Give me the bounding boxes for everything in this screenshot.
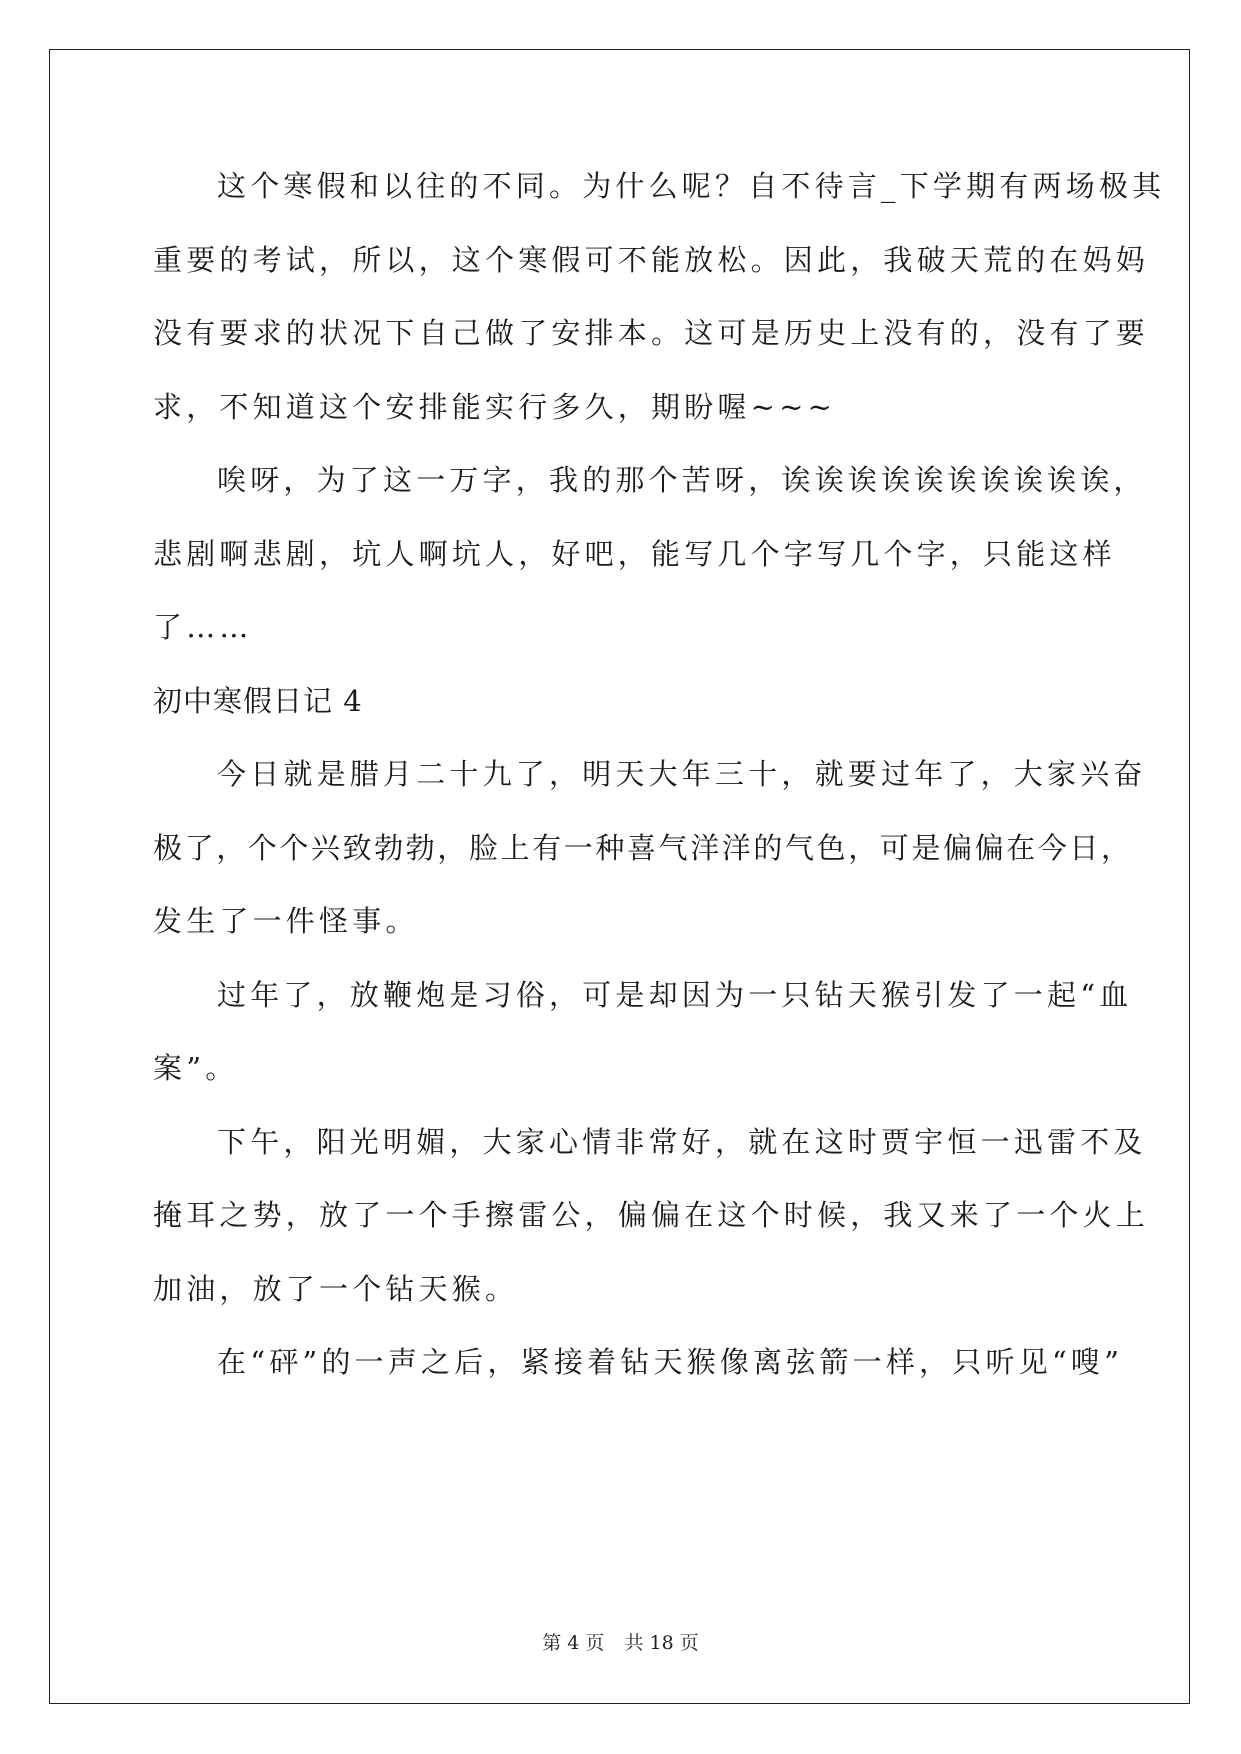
text-line: 了…… xyxy=(153,610,253,644)
text-line: 过年了，放鞭炮是习俗，可是却因为一只钻天猴引发了一起“血 xyxy=(217,977,1133,1012)
text-line: 案”。 xyxy=(153,1051,239,1085)
page-footer xyxy=(0,1628,1241,1655)
text-line: 加油，放了一个钻天猴。 xyxy=(153,1271,519,1306)
text-line: 重要的考试，所以，这个寒假可不能放松。因此，我破天荒的在妈妈 xyxy=(153,242,1150,277)
text-line: 极了，个个兴致勃勃，脸上有一种喜气洋洋的气色，可是偏偏在今日， xyxy=(153,830,1133,865)
text-line: 今日就是腊月二十九了，明天大年三十，就要过年了，大家兴奋 xyxy=(217,757,1147,791)
page-total: 共 18 页 xyxy=(624,1632,699,1654)
text-line: 发生了一件怪事。 xyxy=(153,904,419,938)
text-line: 掩耳之势，放了一个手擦雷公，偏偏在这个时候，我又来了一个火上 xyxy=(153,1198,1150,1232)
text-line: 唉呀，为了这一万字，我的那个苦呀，诶诶诶诶诶诶诶诶诶诶， xyxy=(217,463,1147,497)
text-line: 求，不知道这个安排能实行多久，期盼喔~~~ xyxy=(153,389,837,424)
section-heading: 初中寒假日记 4 xyxy=(153,683,363,718)
document-body xyxy=(153,150,1166,1400)
text-line: 没有要求的状况下自己做了安排本。这可是历史上没有的，没有了要 xyxy=(153,316,1150,350)
text-line: 在“砰”的一声之后，紧接着钻天猴像离弦箭一样，只听见“嗖” xyxy=(217,1345,1124,1379)
text-line: 悲剧啊悲剧，坑人啊坑人，好吧，能写几个字写几个字，只能这样 xyxy=(153,536,1116,571)
text-line: 这个寒假和以往的不同。为什么呢？自不待言_下学期有两场极其 xyxy=(217,169,1166,203)
page-number: 第 4 页 xyxy=(542,1632,605,1654)
text-line: 下午，阳光明媚，大家心情非常好，就在这时贾宇恒一迅雷不及 xyxy=(217,1124,1147,1159)
